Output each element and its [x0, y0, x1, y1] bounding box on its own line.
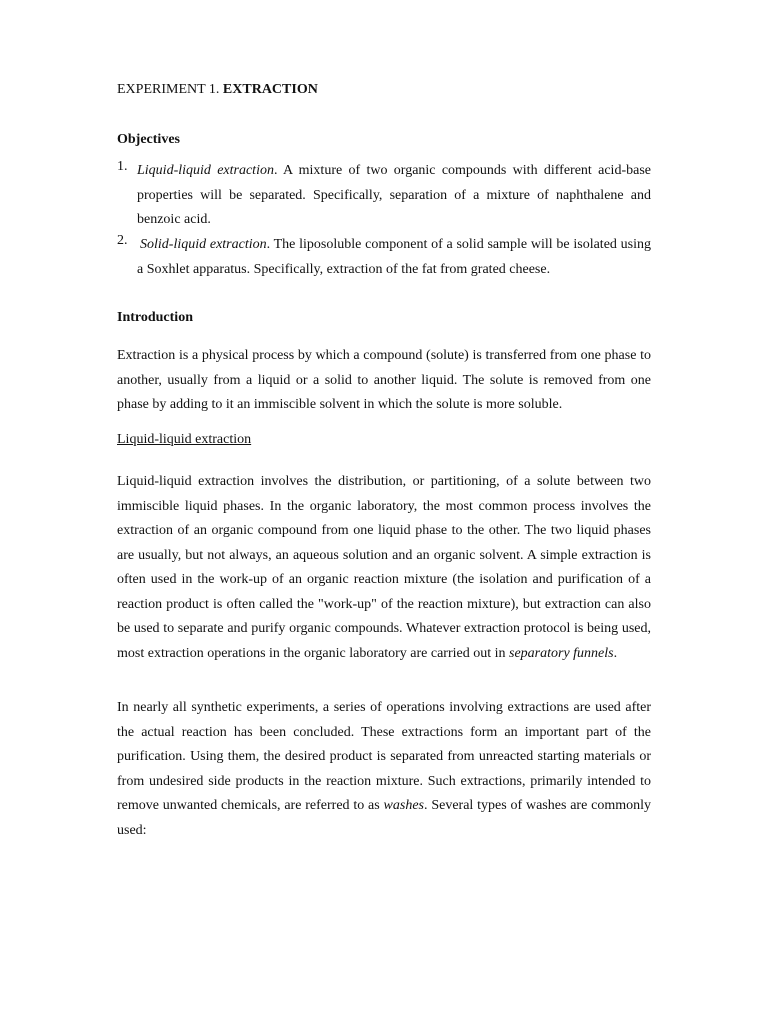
objective-body [137, 233, 651, 282]
introduction-heading: Introduction [117, 310, 193, 325]
objective-text: . The liposoluble component of a solid sample will be isolated using a Soxhlet apparatus. Specifically, extraction of the fat from grated cheese. [137, 237, 651, 277]
objective-item-2 [117, 233, 651, 282]
washes-paragraph [117, 696, 651, 843]
objective-text: . A mixture of two organic compounds with different acid-base properties will be separated. Specifically, separation of a mixture of naphthalene and benzoic acid. [137, 163, 651, 227]
objective-body [137, 159, 651, 233]
paragraph-italic-term: washes [383, 798, 424, 813]
title-bold: EXTRACTION [222, 82, 318, 97]
paragraph-end: . [613, 645, 618, 661]
paragraph-italic-term: separatory funnels [509, 645, 614, 661]
paragraph-end: . Several types of washes are commonly used: [117, 798, 652, 838]
paragraph-text: Liquid-liquid extraction involves the distribution, or partitioning, of a solute between two immiscible liquid phases. In the organic laboratory, the most common process involves the extraction of an organic compound from one liquid phase to the other. The two liquid phases are usually, but not always, an aqueous solution and an organic solvent. A simple extraction is often used in the work-up of an organic reaction mixture (the isolation and purification of a reaction product is often called the "work-up" of the reaction mixture), but extraction can also be used to separate and purify organic compounds. Whatever extraction protocol is being used, most extraction operations in the organic laboratory are carried out in [117, 474, 651, 661]
objective-italic-lead: Liquid-liquid extraction [137, 163, 274, 178]
document-title [117, 82, 318, 98]
objective-item-1 [117, 159, 651, 233]
objective-number: 2. [117, 233, 128, 248]
objective-number: 1. [117, 159, 128, 174]
introduction-paragraph: Extraction is a physical process by which a compound (solute) is transferred from one phase to another, usually from a liquid or a solid to another liquid. The solute is removed from one phase by adding to it an immiscible solvent in which the solute is more soluble. [117, 348, 651, 412]
objectives-heading: Objectives [117, 132, 180, 147]
paragraph-text: In nearly all synthetic experiments, a series of operations involving extractions are used after the actual reaction has been concluded. These extractions form an important part of the purification. Using them, the desired product is separated from unreacted starting materials or from undesired side products in the reaction mixture. Such extractions, primarily intended to remove unwanted chemicals, are referred to as [117, 700, 651, 813]
liquid-liquid-paragraph [117, 470, 651, 666]
objective-italic-lead: Solid-liquid extraction [140, 237, 267, 252]
title-prefix: EXPERIMENT 1. [117, 82, 223, 97]
liquid-liquid-subheading: Liquid-liquid extraction [117, 432, 252, 447]
